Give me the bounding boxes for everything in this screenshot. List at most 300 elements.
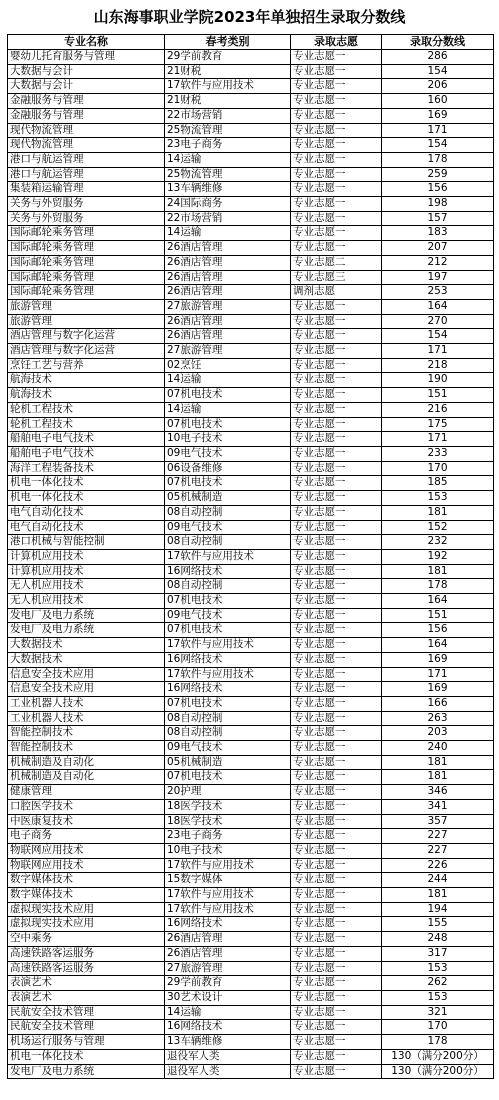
- table-row: [8, 755, 494, 770]
- exam-category-cell: 27旅游管理: [165, 299, 291, 314]
- major-cell: 国际邮轮乘务管理: [8, 255, 165, 270]
- table-row: [8, 226, 494, 241]
- exam-category-cell: 退役军人类: [165, 1049, 291, 1064]
- exam-category-cell: 08自动控制: [165, 579, 291, 594]
- major-cell: 金融服务与管理: [8, 94, 165, 109]
- score-cell: 317: [382, 946, 494, 961]
- score-cell: 164: [382, 638, 494, 653]
- table-row: [8, 623, 494, 638]
- exam-category-cell: 29学前教育: [165, 976, 291, 991]
- table-row: [8, 167, 494, 182]
- table-row: [8, 770, 494, 785]
- exam-category-cell: 07机电技术: [165, 594, 291, 609]
- exam-category-cell: 18医学技术: [165, 799, 291, 814]
- table-row: [8, 961, 494, 976]
- admission-choice-cell: 专业志愿一: [291, 991, 382, 1006]
- admission-choice-cell: 专业志愿一: [291, 299, 382, 314]
- major-cell: 智能控制技术: [8, 741, 165, 756]
- exam-category-cell: 15数字媒体: [165, 873, 291, 888]
- table-row: [8, 314, 494, 329]
- exam-category-cell: 26酒店管理: [165, 329, 291, 344]
- major-cell: 关务与外贸服务: [8, 197, 165, 212]
- exam-category-cell: 22市场营销: [165, 108, 291, 123]
- score-cell: 341: [382, 799, 494, 814]
- table-row: [8, 461, 494, 476]
- table-row: [8, 652, 494, 667]
- major-cell: 工业机器人技术: [8, 696, 165, 711]
- table-row: [8, 432, 494, 447]
- major-cell: 高速铁路客运服务: [8, 946, 165, 961]
- admission-choice-cell: 专业志愿一: [291, 917, 382, 932]
- exam-category-cell: 22市场营销: [165, 211, 291, 226]
- major-cell: 海洋工程装备技术: [8, 461, 165, 476]
- exam-category-cell: 14运输: [165, 373, 291, 388]
- admission-choice-cell: 专业志愿一: [291, 858, 382, 873]
- admission-choice-cell: 专业志愿一: [291, 549, 382, 564]
- exam-category-cell: 09电气技术: [165, 446, 291, 461]
- table-row: [8, 902, 494, 917]
- exam-category-cell: 26酒店管理: [165, 314, 291, 329]
- exam-category-cell: 08自动控制: [165, 535, 291, 550]
- major-cell: 港口机械与智能控制: [8, 535, 165, 550]
- header-major: 专业名称: [8, 35, 165, 50]
- score-cell: 194: [382, 902, 494, 917]
- admission-choice-cell: 专业志愿一: [291, 446, 382, 461]
- admission-choice-cell: 专业志愿一: [291, 564, 382, 579]
- score-cell: 171: [382, 432, 494, 447]
- exam-category-cell: 14运输: [165, 402, 291, 417]
- score-cell: 154: [382, 64, 494, 79]
- table-row: [8, 858, 494, 873]
- major-cell: 口腔医学技术: [8, 799, 165, 814]
- major-cell: 国际邮轮乘务管理: [8, 241, 165, 256]
- table-row: [8, 564, 494, 579]
- admission-choice-cell: 专业志愿一: [291, 520, 382, 535]
- admission-choice-cell: 专业志愿一: [291, 976, 382, 991]
- major-cell: 数字媒体技术: [8, 888, 165, 903]
- major-cell: 大数据技术: [8, 652, 165, 667]
- score-cell: 178: [382, 152, 494, 167]
- exam-category-cell: 07机电技术: [165, 770, 291, 785]
- admission-choice-cell: 专业志愿一: [291, 79, 382, 94]
- exam-category-cell: 18医学技术: [165, 814, 291, 829]
- major-cell: 发电厂及电力系统: [8, 1064, 165, 1079]
- exam-category-cell: 16网络技术: [165, 652, 291, 667]
- admission-choice-cell: 专业志愿一: [291, 888, 382, 903]
- exam-category-cell: 26酒店管理: [165, 241, 291, 256]
- score-cell: 155: [382, 917, 494, 932]
- admission-choice-cell: 调剂志愿: [291, 285, 382, 300]
- admission-choice-cell: 专业志愿一: [291, 417, 382, 432]
- exam-category-cell: 14运输: [165, 226, 291, 241]
- score-cell: 175: [382, 417, 494, 432]
- admission-choice-cell: 专业志愿一: [291, 64, 382, 79]
- major-cell: 现代物流管理: [8, 123, 165, 138]
- header-admission-choice: 录取志愿: [291, 35, 382, 50]
- table-row: [8, 138, 494, 153]
- major-cell: 中医康复技术: [8, 814, 165, 829]
- admission-choice-cell: 专业志愿一: [291, 373, 382, 388]
- admission-choice-cell: 专业志愿一: [291, 608, 382, 623]
- exam-category-cell: 05机械制造: [165, 491, 291, 506]
- major-cell: 大数据与会计: [8, 64, 165, 79]
- table-row: [8, 270, 494, 285]
- admission-choice-cell: 专业志愿一: [291, 241, 382, 256]
- major-cell: 物联网应用技术: [8, 858, 165, 873]
- table-row: [8, 799, 494, 814]
- score-cell: 181: [382, 755, 494, 770]
- exam-category-cell: 09电气技术: [165, 608, 291, 623]
- table-row: [8, 211, 494, 226]
- score-cell: 248: [382, 932, 494, 947]
- major-cell: 大数据技术: [8, 638, 165, 653]
- table-header-row: [8, 35, 494, 50]
- exam-category-cell: 13车辆维修: [165, 1035, 291, 1050]
- major-cell: 表演艺术: [8, 976, 165, 991]
- admission-choice-cell: 专业志愿一: [291, 226, 382, 241]
- admission-choice-cell: 专业志愿一: [291, 358, 382, 373]
- major-cell: 计算机应用技术: [8, 549, 165, 564]
- admission-choice-cell: 专业志愿一: [291, 535, 382, 550]
- table-row: [8, 108, 494, 123]
- score-cell: 153: [382, 961, 494, 976]
- table-row: [8, 299, 494, 314]
- major-cell: 轮机工程技术: [8, 402, 165, 417]
- admission-choice-cell: 专业志愿一: [291, 402, 382, 417]
- admission-choice-cell: 专业志愿一: [291, 50, 382, 65]
- exam-category-cell: 10电子技术: [165, 843, 291, 858]
- admission-choice-cell: 专业志愿一: [291, 682, 382, 697]
- table-row: [8, 285, 494, 300]
- exam-category-cell: 16网络技术: [165, 682, 291, 697]
- exam-category-cell: 08自动控制: [165, 711, 291, 726]
- score-cell: 357: [382, 814, 494, 829]
- admission-choice-cell: 专业志愿一: [291, 491, 382, 506]
- major-cell: 婴幼儿托育服务与管理: [8, 50, 165, 65]
- admission-choice-cell: 专业志愿一: [291, 197, 382, 212]
- major-cell: 酒店管理与数字化运营: [8, 329, 165, 344]
- score-cell: 170: [382, 461, 494, 476]
- admission-choice-cell: 专业志愿一: [291, 594, 382, 609]
- exam-category-cell: 09电气技术: [165, 741, 291, 756]
- table-row: [8, 123, 494, 138]
- table-row: [8, 696, 494, 711]
- admission-choice-cell: 专业志愿一: [291, 138, 382, 153]
- score-cell: 192: [382, 549, 494, 564]
- major-cell: 工业机器人技术: [8, 711, 165, 726]
- admission-choice-cell: 专业志愿一: [291, 770, 382, 785]
- major-cell: 信息安全技术应用: [8, 667, 165, 682]
- table-row: [8, 197, 494, 212]
- score-cell: 259: [382, 167, 494, 182]
- header-score-line: 录取分数线: [382, 35, 494, 50]
- exam-category-cell: 26酒店管理: [165, 932, 291, 947]
- major-cell: 国际邮轮乘务管理: [8, 226, 165, 241]
- table-row: [8, 608, 494, 623]
- admission-choice-cell: 专业志愿三: [291, 270, 382, 285]
- exam-category-cell: 退役军人类: [165, 1064, 291, 1079]
- major-cell: 信息安全技术应用: [8, 682, 165, 697]
- admission-choice-cell: 专业志愿一: [291, 388, 382, 403]
- table-row: [8, 182, 494, 197]
- admission-choice-cell: 专业志愿一: [291, 94, 382, 109]
- score-cell: 212: [382, 255, 494, 270]
- exam-category-cell: 20护理: [165, 785, 291, 800]
- table-row: [8, 829, 494, 844]
- major-cell: 电气自动化技术: [8, 520, 165, 535]
- table-row: [8, 888, 494, 903]
- exam-category-cell: 23电子商务: [165, 138, 291, 153]
- table-row: [8, 329, 494, 344]
- major-cell: 无人机应用技术: [8, 579, 165, 594]
- major-cell: 烹饪工艺与营养: [8, 358, 165, 373]
- major-cell: 机电一体化技术: [8, 491, 165, 506]
- score-cell: 171: [382, 667, 494, 682]
- score-cell: 153: [382, 491, 494, 506]
- admission-choice-cell: 专业志愿一: [291, 961, 382, 976]
- table-row: [8, 1049, 494, 1064]
- score-cell: 181: [382, 505, 494, 520]
- exam-category-cell: 26酒店管理: [165, 270, 291, 285]
- table-row: [8, 814, 494, 829]
- table-row: [8, 726, 494, 741]
- major-cell: 电子商务: [8, 829, 165, 844]
- exam-category-cell: 17软件与应用技术: [165, 858, 291, 873]
- admission-choice-cell: 专业志愿一: [291, 814, 382, 829]
- major-cell: 无人机应用技术: [8, 594, 165, 609]
- exam-category-cell: 21财税: [165, 94, 291, 109]
- exam-category-cell: 09电气技术: [165, 520, 291, 535]
- table-row: [8, 446, 494, 461]
- exam-category-cell: 21财税: [165, 64, 291, 79]
- score-cell: 169: [382, 108, 494, 123]
- score-cell: 244: [382, 873, 494, 888]
- admission-choice-cell: 专业志愿一: [291, 638, 382, 653]
- exam-category-cell: 29学前教育: [165, 50, 291, 65]
- table-row: [8, 402, 494, 417]
- exam-category-cell: 13车辆维修: [165, 182, 291, 197]
- score-cell: 151: [382, 388, 494, 403]
- table-row: [8, 711, 494, 726]
- score-cell: 181: [382, 564, 494, 579]
- major-cell: 轮机工程技术: [8, 417, 165, 432]
- table-row: [8, 64, 494, 79]
- exam-category-cell: 17软件与应用技术: [165, 902, 291, 917]
- score-cell: 185: [382, 476, 494, 491]
- exam-category-cell: 25物流管理: [165, 167, 291, 182]
- major-cell: 电气自动化技术: [8, 505, 165, 520]
- major-cell: 机械制造及自动化: [8, 755, 165, 770]
- admission-choice-cell: 专业志愿一: [291, 755, 382, 770]
- score-cell: 160: [382, 94, 494, 109]
- major-cell: 发电厂及电力系统: [8, 608, 165, 623]
- admission-choice-cell: 专业志愿一: [291, 432, 382, 447]
- major-cell: 关务与外贸服务: [8, 211, 165, 226]
- major-cell: 民航安全技术管理: [8, 1005, 165, 1020]
- admission-choice-cell: 专业志愿一: [291, 652, 382, 667]
- major-cell: 高速铁路客运服务: [8, 961, 165, 976]
- admission-choice-cell: 专业志愿一: [291, 711, 382, 726]
- major-cell: 现代物流管理: [8, 138, 165, 153]
- score-cell: 171: [382, 123, 494, 138]
- score-cell: 227: [382, 843, 494, 858]
- table-row: [8, 79, 494, 94]
- table-row: [8, 152, 494, 167]
- exam-category-cell: 24国际商务: [165, 197, 291, 212]
- table-row: [8, 638, 494, 653]
- table-row: [8, 1035, 494, 1050]
- score-cell: 207: [382, 241, 494, 256]
- score-cell: 153: [382, 991, 494, 1006]
- exam-category-cell: 16网络技术: [165, 917, 291, 932]
- admission-choice-cell: 专业志愿一: [291, 785, 382, 800]
- exam-category-cell: 06设备维修: [165, 461, 291, 476]
- exam-category-cell: 16网络技术: [165, 1020, 291, 1035]
- major-cell: 集装箱运输管理: [8, 182, 165, 197]
- exam-category-cell: 08自动控制: [165, 726, 291, 741]
- table-row: [8, 946, 494, 961]
- score-cell: 166: [382, 696, 494, 711]
- exam-category-cell: 07机电技术: [165, 476, 291, 491]
- major-cell: 计算机应用技术: [8, 564, 165, 579]
- admission-choice-cell: 专业志愿一: [291, 696, 382, 711]
- table-row: [8, 843, 494, 858]
- table-row: [8, 388, 494, 403]
- score-cell: 183: [382, 226, 494, 241]
- admission-choice-cell: 专业志愿一: [291, 344, 382, 359]
- table-row: [8, 741, 494, 756]
- table-row: [8, 358, 494, 373]
- table-row: [8, 594, 494, 609]
- exam-category-cell: 23电子商务: [165, 829, 291, 844]
- score-cell: 164: [382, 299, 494, 314]
- table-row: [8, 417, 494, 432]
- admission-choice-cell: 专业志愿一: [291, 902, 382, 917]
- admission-choice-cell: 专业志愿一: [291, 182, 382, 197]
- score-cell: 170: [382, 1020, 494, 1035]
- major-cell: 旅游管理: [8, 299, 165, 314]
- score-cell: 156: [382, 623, 494, 638]
- table-row: [8, 505, 494, 520]
- major-cell: 大数据与会计: [8, 79, 165, 94]
- major-cell: 民航安全技术管理: [8, 1020, 165, 1035]
- table-row: [8, 491, 494, 506]
- exam-category-cell: 27旅游管理: [165, 344, 291, 359]
- table-row: [8, 1064, 494, 1079]
- score-cell: 190: [382, 373, 494, 388]
- exam-category-cell: 02烹饪: [165, 358, 291, 373]
- exam-category-cell: 08自动控制: [165, 505, 291, 520]
- admission-choice-cell: 专业志愿一: [291, 667, 382, 682]
- admission-choice-cell: 专业志愿一: [291, 799, 382, 814]
- score-cell: 154: [382, 138, 494, 153]
- major-cell: 机电一体化技术: [8, 1049, 165, 1064]
- admission-choice-cell: 专业志愿一: [291, 1049, 382, 1064]
- major-cell: 旅游管理: [8, 314, 165, 329]
- score-cell: 178: [382, 1035, 494, 1050]
- admission-score-table: [7, 34, 494, 1079]
- score-cell: 218: [382, 358, 494, 373]
- table-row: [8, 50, 494, 65]
- score-cell: 321: [382, 1005, 494, 1020]
- exam-category-cell: 26酒店管理: [165, 255, 291, 270]
- exam-category-cell: 30艺术设计: [165, 991, 291, 1006]
- score-cell: 169: [382, 652, 494, 667]
- score-cell: 206: [382, 79, 494, 94]
- score-cell: 216: [382, 402, 494, 417]
- exam-category-cell: 26酒店管理: [165, 285, 291, 300]
- score-cell: 286: [382, 50, 494, 65]
- exam-category-cell: 17软件与应用技术: [165, 638, 291, 653]
- score-cell: 198: [382, 197, 494, 212]
- admission-choice-cell: 专业志愿一: [291, 579, 382, 594]
- score-cell: 253: [382, 285, 494, 300]
- admission-choice-cell: 专业志愿一: [291, 726, 382, 741]
- score-cell: 178: [382, 579, 494, 594]
- exam-category-cell: 14运输: [165, 152, 291, 167]
- major-cell: 智能控制技术: [8, 726, 165, 741]
- major-cell: 航海技术: [8, 388, 165, 403]
- major-cell: 航海技术: [8, 373, 165, 388]
- score-cell: 152: [382, 520, 494, 535]
- admission-choice-cell: 专业志愿一: [291, 741, 382, 756]
- major-cell: 表演艺术: [8, 991, 165, 1006]
- major-cell: 酒店管理与数字化运营: [8, 344, 165, 359]
- major-cell: 数字媒体技术: [8, 873, 165, 888]
- table-row: [8, 255, 494, 270]
- table-body: [8, 50, 494, 1079]
- table-row: [8, 535, 494, 550]
- exam-category-cell: 07机电技术: [165, 696, 291, 711]
- admission-choice-cell: 专业志愿一: [291, 623, 382, 638]
- admission-choice-cell: 专业志愿一: [291, 1020, 382, 1035]
- admission-choice-cell: 专业志愿一: [291, 108, 382, 123]
- score-cell: 346: [382, 785, 494, 800]
- table-row: [8, 520, 494, 535]
- score-cell: 197: [382, 270, 494, 285]
- admission-choice-cell: 专业志愿一: [291, 476, 382, 491]
- score-cell: 227: [382, 829, 494, 844]
- admission-choice-cell: 专业志愿一: [291, 123, 382, 138]
- score-cell: 232: [382, 535, 494, 550]
- score-cell: 130（满分200分）: [382, 1049, 494, 1064]
- table-row: [8, 344, 494, 359]
- major-cell: 发电厂及电力系统: [8, 623, 165, 638]
- major-cell: 港口与航运管理: [8, 152, 165, 167]
- score-cell: 270: [382, 314, 494, 329]
- major-cell: 船舶电子电气技术: [8, 432, 165, 447]
- admission-choice-cell: 专业志愿二: [291, 255, 382, 270]
- exam-category-cell: 16网络技术: [165, 564, 291, 579]
- table-row: [8, 94, 494, 109]
- major-cell: 船舶电子电气技术: [8, 446, 165, 461]
- admission-choice-cell: 专业志愿一: [291, 152, 382, 167]
- table-row: [8, 667, 494, 682]
- score-cell: 151: [382, 608, 494, 623]
- major-cell: 空中乘务: [8, 932, 165, 947]
- exam-category-cell: 25物流管理: [165, 123, 291, 138]
- page-title: 山东海事职业学院2023年单独招生录取分数线: [93, 8, 406, 26]
- table-row: [8, 476, 494, 491]
- score-cell: 181: [382, 770, 494, 785]
- admission-choice-cell: 专业志愿一: [291, 1064, 382, 1079]
- table-row: [8, 241, 494, 256]
- score-cell: 169: [382, 682, 494, 697]
- score-cell: 262: [382, 976, 494, 991]
- exam-category-cell: 07机电技术: [165, 388, 291, 403]
- table-row: [8, 917, 494, 932]
- major-cell: 国际邮轮乘务管理: [8, 285, 165, 300]
